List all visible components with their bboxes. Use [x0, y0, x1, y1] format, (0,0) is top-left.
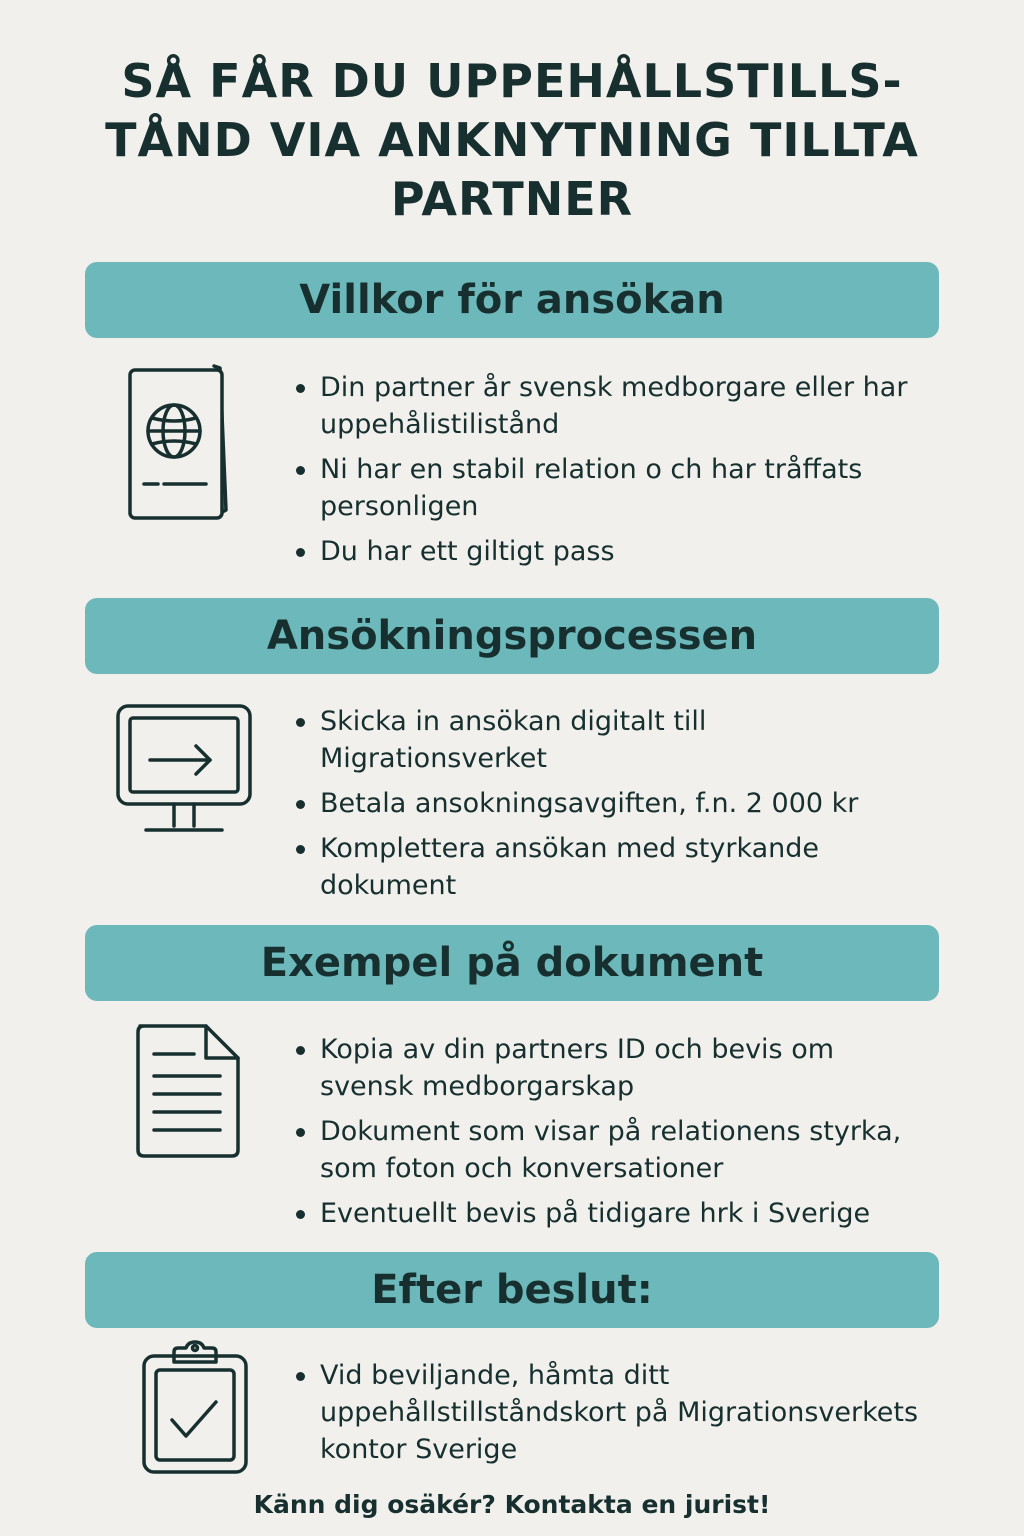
list-item: Eventuellt bevis på tidigare hrk i Sverige: [292, 1195, 932, 1232]
bullet-list-efter-beslut: [292, 1357, 932, 1476]
section-banner-exempel: [85, 925, 939, 1001]
bullet-list-ansokningsprocessen: [292, 703, 932, 912]
list-item: Skicka in ansökan digitalt till Migrationsverket: [292, 703, 932, 777]
section-banner-villkor: [85, 262, 939, 338]
list-item: Vid beviljande, håmta ditt uppehållstillståndskort på Migrationsverkets kontor Sverige: [292, 1357, 932, 1468]
page-title: [60, 52, 964, 229]
bullet-list-villkor: [292, 369, 932, 578]
title-line-1: SÅ FÅR DU UPPEHÅLLSTILLS-: [121, 54, 903, 108]
clipboard-check-icon: [110, 1340, 260, 1500]
computer-monitor-icon: [110, 698, 260, 858]
passport-icon: [110, 360, 260, 520]
list-item: Din partner år svensk medborgare eller har uppehålistilistånd: [292, 369, 932, 443]
title-line-3: PARTNER: [390, 172, 634, 226]
title-line-2: TÅND VIA ANKNYTNING TILLTA: [105, 113, 919, 167]
list-item: Dokument som visar på relationens styrka, som foton och konversationer: [292, 1113, 932, 1187]
list-item: Kopia av din partners ID och bevis om svensk medborgarskap: [292, 1031, 932, 1105]
section-heading: Efter beslut:: [371, 1267, 653, 1313]
bullet-list-exempel: [292, 1031, 932, 1240]
list-item: Du har ett giltigt pass: [292, 533, 932, 570]
list-item: Komplettera ansökan med styrkande dokument: [292, 830, 932, 904]
section-banner-ansokningsprocessen: [85, 598, 939, 674]
section-heading: Villkor för ansökan: [299, 277, 725, 323]
section-banner-efter-beslut: [85, 1252, 939, 1328]
section-heading: Ansökningsprocessen: [266, 613, 758, 659]
list-item: Ni har en stabil relation o ch har tråffats personligen: [292, 451, 932, 525]
list-item: Betala ansokningsavgiften, f.n. 2 000 kr: [292, 785, 932, 822]
footer-note: Känn dig osäkér? Kontakta en jurist!: [253, 1490, 771, 1519]
section-heading: Exempel på dokument: [260, 940, 764, 986]
document-icon: [110, 1020, 260, 1180]
